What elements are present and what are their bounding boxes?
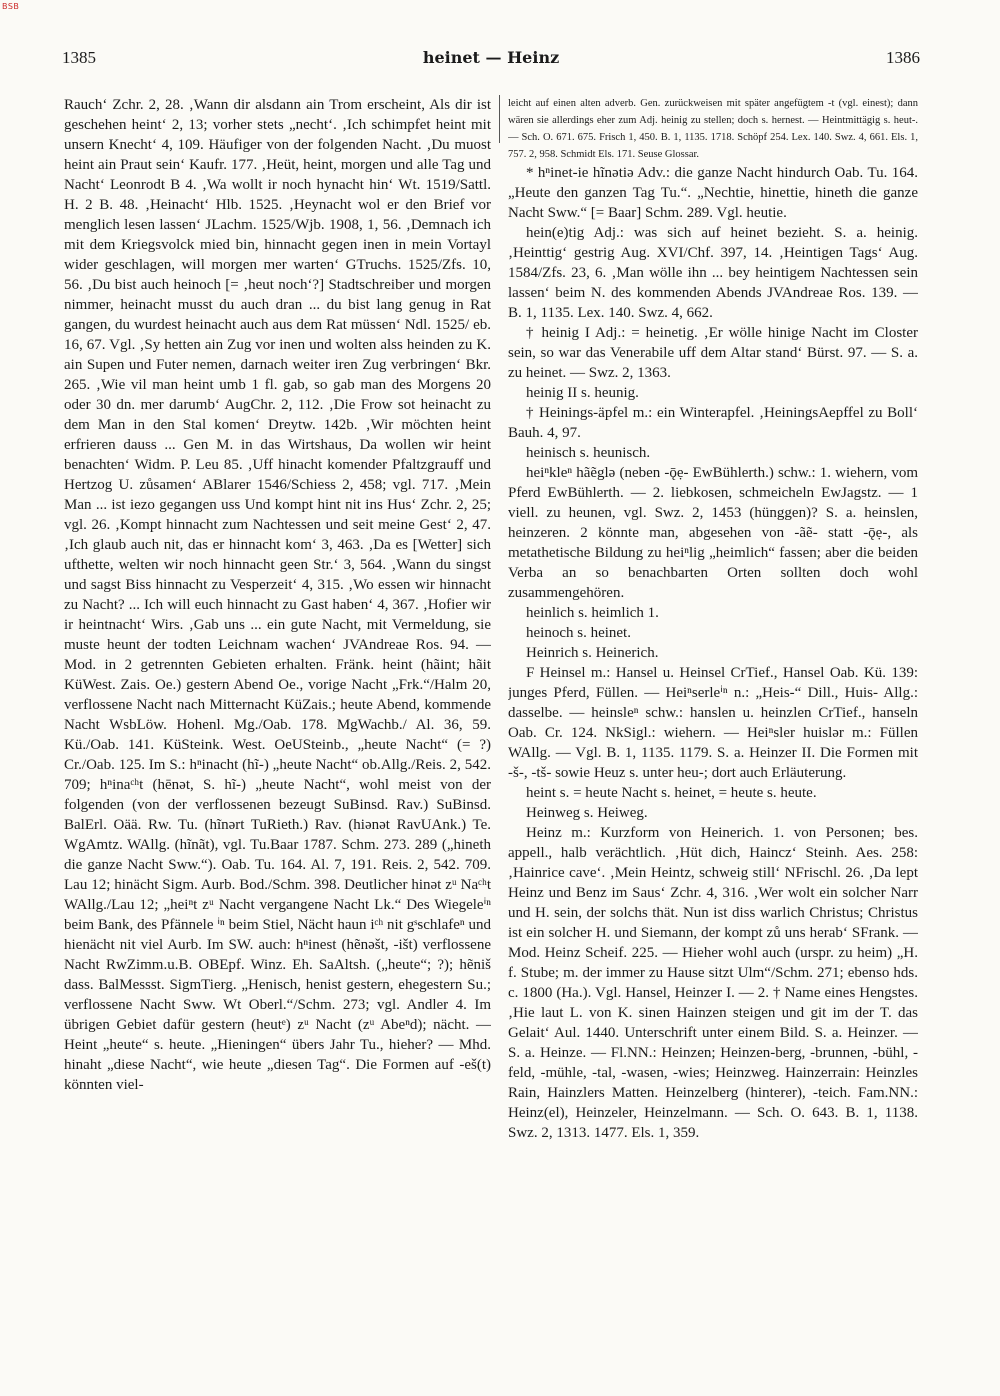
entry-heinweg: Heinweg s. Heiweg.: [526, 805, 648, 821]
page-header: [62, 48, 920, 76]
page-number-right: 1386: [886, 48, 920, 67]
entry-heinetie: * hⁿinet-ie hĩnətiə Adv.: die ganze Nacht hindurch Oab. Tu. 164. „Heute den ganzen Tag Tu.“. „Nechtie, hinettie, hineth die ganze Nacht Sww.“ [= Baar] Schm. 289. Vgl. heutie.: [508, 165, 918, 221]
entry-paragraph: Rauch‘ Zchr. 2, 28. ‚Wann dir alsdann ain Trom erscheint, Als dir ist geschehen heint‘ 2, 13; vorher stets „necht‘. ‚Ich schimpfet heint mit unsern Knecht‘ 4, 109. Häufiger von der folgenden Nacht. ‚Du muost heint ain Praut sein‘ Kaufr. 177. ‚Heüt, heint, morgen und alle Tag und Nacht‘ Leonrodt B 4. ‚Wa wollt ir noch hynacht hin‘ Wt. 1519/Sattl. H. 2 B. 48. ‚Heinacht‘ Hlb. 1525. ‚Heynacht wol er den Brief vor menglich lesen lassen‘ JLachm. 1525/Wjb. 1908, 1, 56. ‚Demnach ich mit dem Kriegsvolck mied bin, hinnacht gegen inen in mein Vortayl wider geschlagen, will morgen mer warten‘ GTruchs. 1525/Zfs. 10, 56. ‚Du bist auch heinoch [= ‚heut noch‘?] Stadtschreiber und morgen nimmer, heinacht musst du auch dran ... du bist lang genug in Rat gangen, du wurdest heinacht auch aus dem Rat müssen‘ Ndl. 1525/ eb. 16, 67. Vgl. ‚Sy hetten ain Zug vor inen und wolten alss heinden zu K. ain Supen und Futer nemen, darnach weiter iren Zug verbringen‘ Bkr. 265. ‚Wie vil man heint umb 1 fl. gab, so gab man des Morgens 20 oder 30 dn. mer darumb‘ AugChr. 2, 112. ‚Die Frow sot heinacht zu dem Man in den Stal komen‘ Dreytw. 142b. ‚Wir möchten heint erfrieren dauss ... Gen M. in das Wirtshaus, Da wollen wir heint benachten‘ Widm. P. Leu 85. ‚Uff hinacht komender Pfaltzgrauff und Hertzog U. zůsamen‘ ABlarer 1546/Schiess 2, 458; vgl. 717. ‚Mein Man ... ist iezo gegangen uss Und kompt hint nit ins Hus‘ Zchr. 2, 25; vgl. 26. ‚Kompt hinnacht zum Nachtessen und seit meine Gest‘ 2, 47. ‚Ich glaub auch nit, das er hinnacht kom‘ 3, 463. ‚Da es [Wetter] sich ufthette, welten wir noch hinnacht geen Str.‘ 3, 564. ‚Wann du singst und sagst Biss hinnacht zu Vesperzeit‘ 4, 315. ‚Wo essen wir hinnacht zu Nacht? ... Ich will euch hinnacht zu Gast haben‘ 4, 367. ‚Hofier wir ir heintnacht‘ Wirs. ‚Gab uns ... ein gute Nacht, mit Vermeldung, sie muste heunt der todten Leichnam wachen‘ JVAndreae Ros. 94. — Mod. in 2 getrennten Gebieten erhalten. Fränk. heint (hãint; hãit KüWest. Zais. Oe.) gestern Abend Oe., vorige Nacht „Frk.“/Halm 20, verflossene Nacht nach Mitternacht KüZais.; heute Abend, kommende Nacht WsbLöw. Hohenl. Mg./Oab. 178. MgWachb./ Al. 36, 59. Kü./Oab. 141. KüSteink. West. OeUSteinb., „heute Nacht“ (= ?) Cr./Oab. 125. Im S.: hⁿinacht (hĩ-) „heute Nacht“ ob.Allg./Reis. 2, 542. 709; hⁿinaᶜʰt (hēnət, S. hĩ-) „heute Nacht“, wohl meist von der folgenden (von der verflossenen bezeugt SuBinsd. Rav.) SuBinsd. BalErl. Oää. Rw. Tu. (hĩnərt TuRieth.) Rav. (hiənət RavUAnk.) Te. WgAmtz. WAllg. (hĩnãt), vgl. Tu.Baar 1787. Schm. 273. 289 („hineth die ganze Nacht Sww.“). Oab. Tu. 164. Al. 7, 191. Reis. 2, 542. 709. Lau 12; hinächt Sigm. Aurb. Bod./Schm. 398. Deutlicher hinət zᵘ Naᶜʰt WAllg./Lau 12; „heiⁿt zᵘ Nacht vergangene Nacht Lk.“ Des Wiegeleⁱⁿ beim Bank, des Pfännele ⁱⁿ beim Stiel, Nächt haun iᶜʰ nit gˢschlafeⁿ und hienächt nit viel Aurb. Im SW. auch: hⁿinest (hẽnəšt, -išt) verflossene Nacht RwZimm.u.B. OBEpf. Winz. Eh. SaAltsh. („heute“; ?); hẽniš dass. BalMessst. SigmTierg. „Henisch, henist gestern, ehegestern Su.; verflossene Nacht Sww. Wt Oberl.“/Schm. 273; vgl. Andler 4. Im übrigen Gebiet dafür gestern (heutᵉ) zᵘ Nacht (zᵘ Abeⁿd); nächt. — Heint „heute“ s. heute. „Hieningen“ übers Jahr Tu., hieher? — Mhd. hinaht „diese Nacht“, wie heute „diesen Tag“. Die Formen auf -eš(t) könnten viel-: [64, 97, 491, 1093]
entry-heinig-ii: heinig II s. heunig.: [526, 385, 639, 401]
reference-note: leicht auf einen alten adverb. Gen. zurückweisen mit später angefügtem -t (vgl. einest); dann wären sie allerdings eher zum Adj. heinig zu stellen; doch s. hernest. — Heintmittägig s. heut-. — Sch. O. 671. 675. Frisch 1, 450. B. 1, 1135. 1718. Schöpf 254. Lex. 140. Swz. 4, 661. Els. 1, 757. 2, 958. Schmidt Els. 171. Seuse Glossar.: [508, 98, 918, 160]
library-stamp: BSB: [2, 2, 20, 11]
entry-heinig-i: † heinig I Adj.: = heinetig. ‚Er wölle hinige Nacht im Closter sein, so war das Venerabile uff dem Altar stand‘ Bürst. 97. — S. a. zu heinet. — Swz. 2, 1363.: [508, 325, 918, 381]
entry-heinoch: heinoch s. heinet.: [526, 625, 631, 641]
entry-heinz: Heinz m.: Kurzform von Heinerich. 1. von Personen; bes. appell., halb verächtlich. ‚Hüt dich, Haincz‘ Steinh. Aes. 258: ‚Hainrice cave‘. ‚Mein Heintz, schweig still‘ NFrischl. 26. ‚Da lept Heinz und Benz im Saus‘ Zchr. 4, 316. ‚Wer wolt ein solcher Narr und H. sein, der solchs thät. Nun ist diss warlich Christus; Christus ist ein solcher H. und Siemann, der kompt zů uns herab‘ SFrank. — Mod. Heinz Scheif. 225. — Hieher wohl auch (urspr. zu heim) „H. f. Stube; m. der immer zu Hause sitzt Ulm“/Schm. 271; ebenso hds. c. 1800 (Ha.). Vgl. Hansel, Heinzer I. — 2. † Name eines Hengstes. ‚Hie laut L. von K. sinen Hainzen steigen und git im der T. das Gelait‘ Aul. 1440. Unterschrift unter einem Bild. S. a. Heinzer. — S. a. Heinze. — Fl.NN.: Heinzen; Heinzen-berg, -brunnen, -bühl, -feld, -mühle, -tal, -wasen, -wies; Heinzweg. Hainzerrain: Heinzles Rain, Hainzlers Matten. Heinzelberg (hinterer), -teich. Fam.NN.: Heinz(el), Heinzeler, Heinzelmann. — Sch. O. 643. B. 1, 1138. Swz. 2, 1313. 1477. Els. 1, 359.: [508, 825, 918, 1141]
page-number-left: 1385: [62, 48, 96, 67]
entry-heinlich: heinlich s. heimlich 1.: [526, 605, 659, 621]
entry-heinsel: F Heinsel m.: Hansel u. Heinsel CrTief., Hansel Oab. Kü. 139: junges Pferd, Füllen. — Heiⁿserleⁱⁿ n.: „Heis-“ Dill., Huis- Allg.: dasselbe. — heinsleⁿ schw.: hanslen u. heinzlen CrTief., hanseln Oab. Cr. 124. NkSigl.: wiehern. — Heiⁿsler huislər m.: Füllen WAllg. — Vgl. B. 1, 1135. 1179. S. a. Heinzer II. Die Formen mit -š-, -tš- sowie Heuz s. unter heu-; dort auch Erläuterung.: [508, 665, 918, 781]
right-column: [508, 95, 918, 1370]
entry-heinetig: hein(e)tig Adj.: was sich auf heinet bezieht. S. a. heinig. ‚Heinttig‘ gestrig Aug. XVI/Chf. 397, 14. ‚Heintigen Tags‘ Aug. 1584/Zfs. 23, 6. ‚Man wölle ihn ... bey heintigem Nachtessen sein lassen‘ beim N. des kommenden Abends JVAndreae Ros. 139. — B. 1, 1135. Lex. 140. Swz. 4, 662.: [508, 225, 918, 321]
entry-heinisch: heinisch s. heunisch.: [526, 445, 651, 461]
running-title: heinet — Heinz: [422, 48, 560, 67]
entry-heinings-aepfel: † Heinings-äpfel m.: ein Winterapfel. ‚HeiningsAepffel zu Boll‘ Bauh. 4, 97.: [508, 405, 918, 441]
entry-heinklen: heiⁿkleⁿ hãẽglə (neben -ǭẹ- EwBühlerth.) schw.: 1. wiehern, vom Pferd EwBühlerth. — 2. liebkosen, schmeicheln EwJagstz. — 1 viell. zu heunen, vgl. Swz. 2, 1453 (hünggen)? S. a. heinslen, heinzeren. 2 könnte man, abgesehen von -ãẽ- statt -ǭẹ-, als metathetische Bildung zu heiⁿlig „heimlich“ fassen; aber die beiden Verba an so benachbarten Orten sollten doch wohl zusammengehören.: [508, 465, 918, 601]
column-divider: [499, 95, 500, 143]
entry-heint: heint s. = heute Nacht s. heinet, = heute s. heute.: [526, 785, 817, 801]
entry-heinrich: Heinrich s. Heinerich.: [526, 645, 659, 661]
left-column: [64, 95, 491, 1370]
